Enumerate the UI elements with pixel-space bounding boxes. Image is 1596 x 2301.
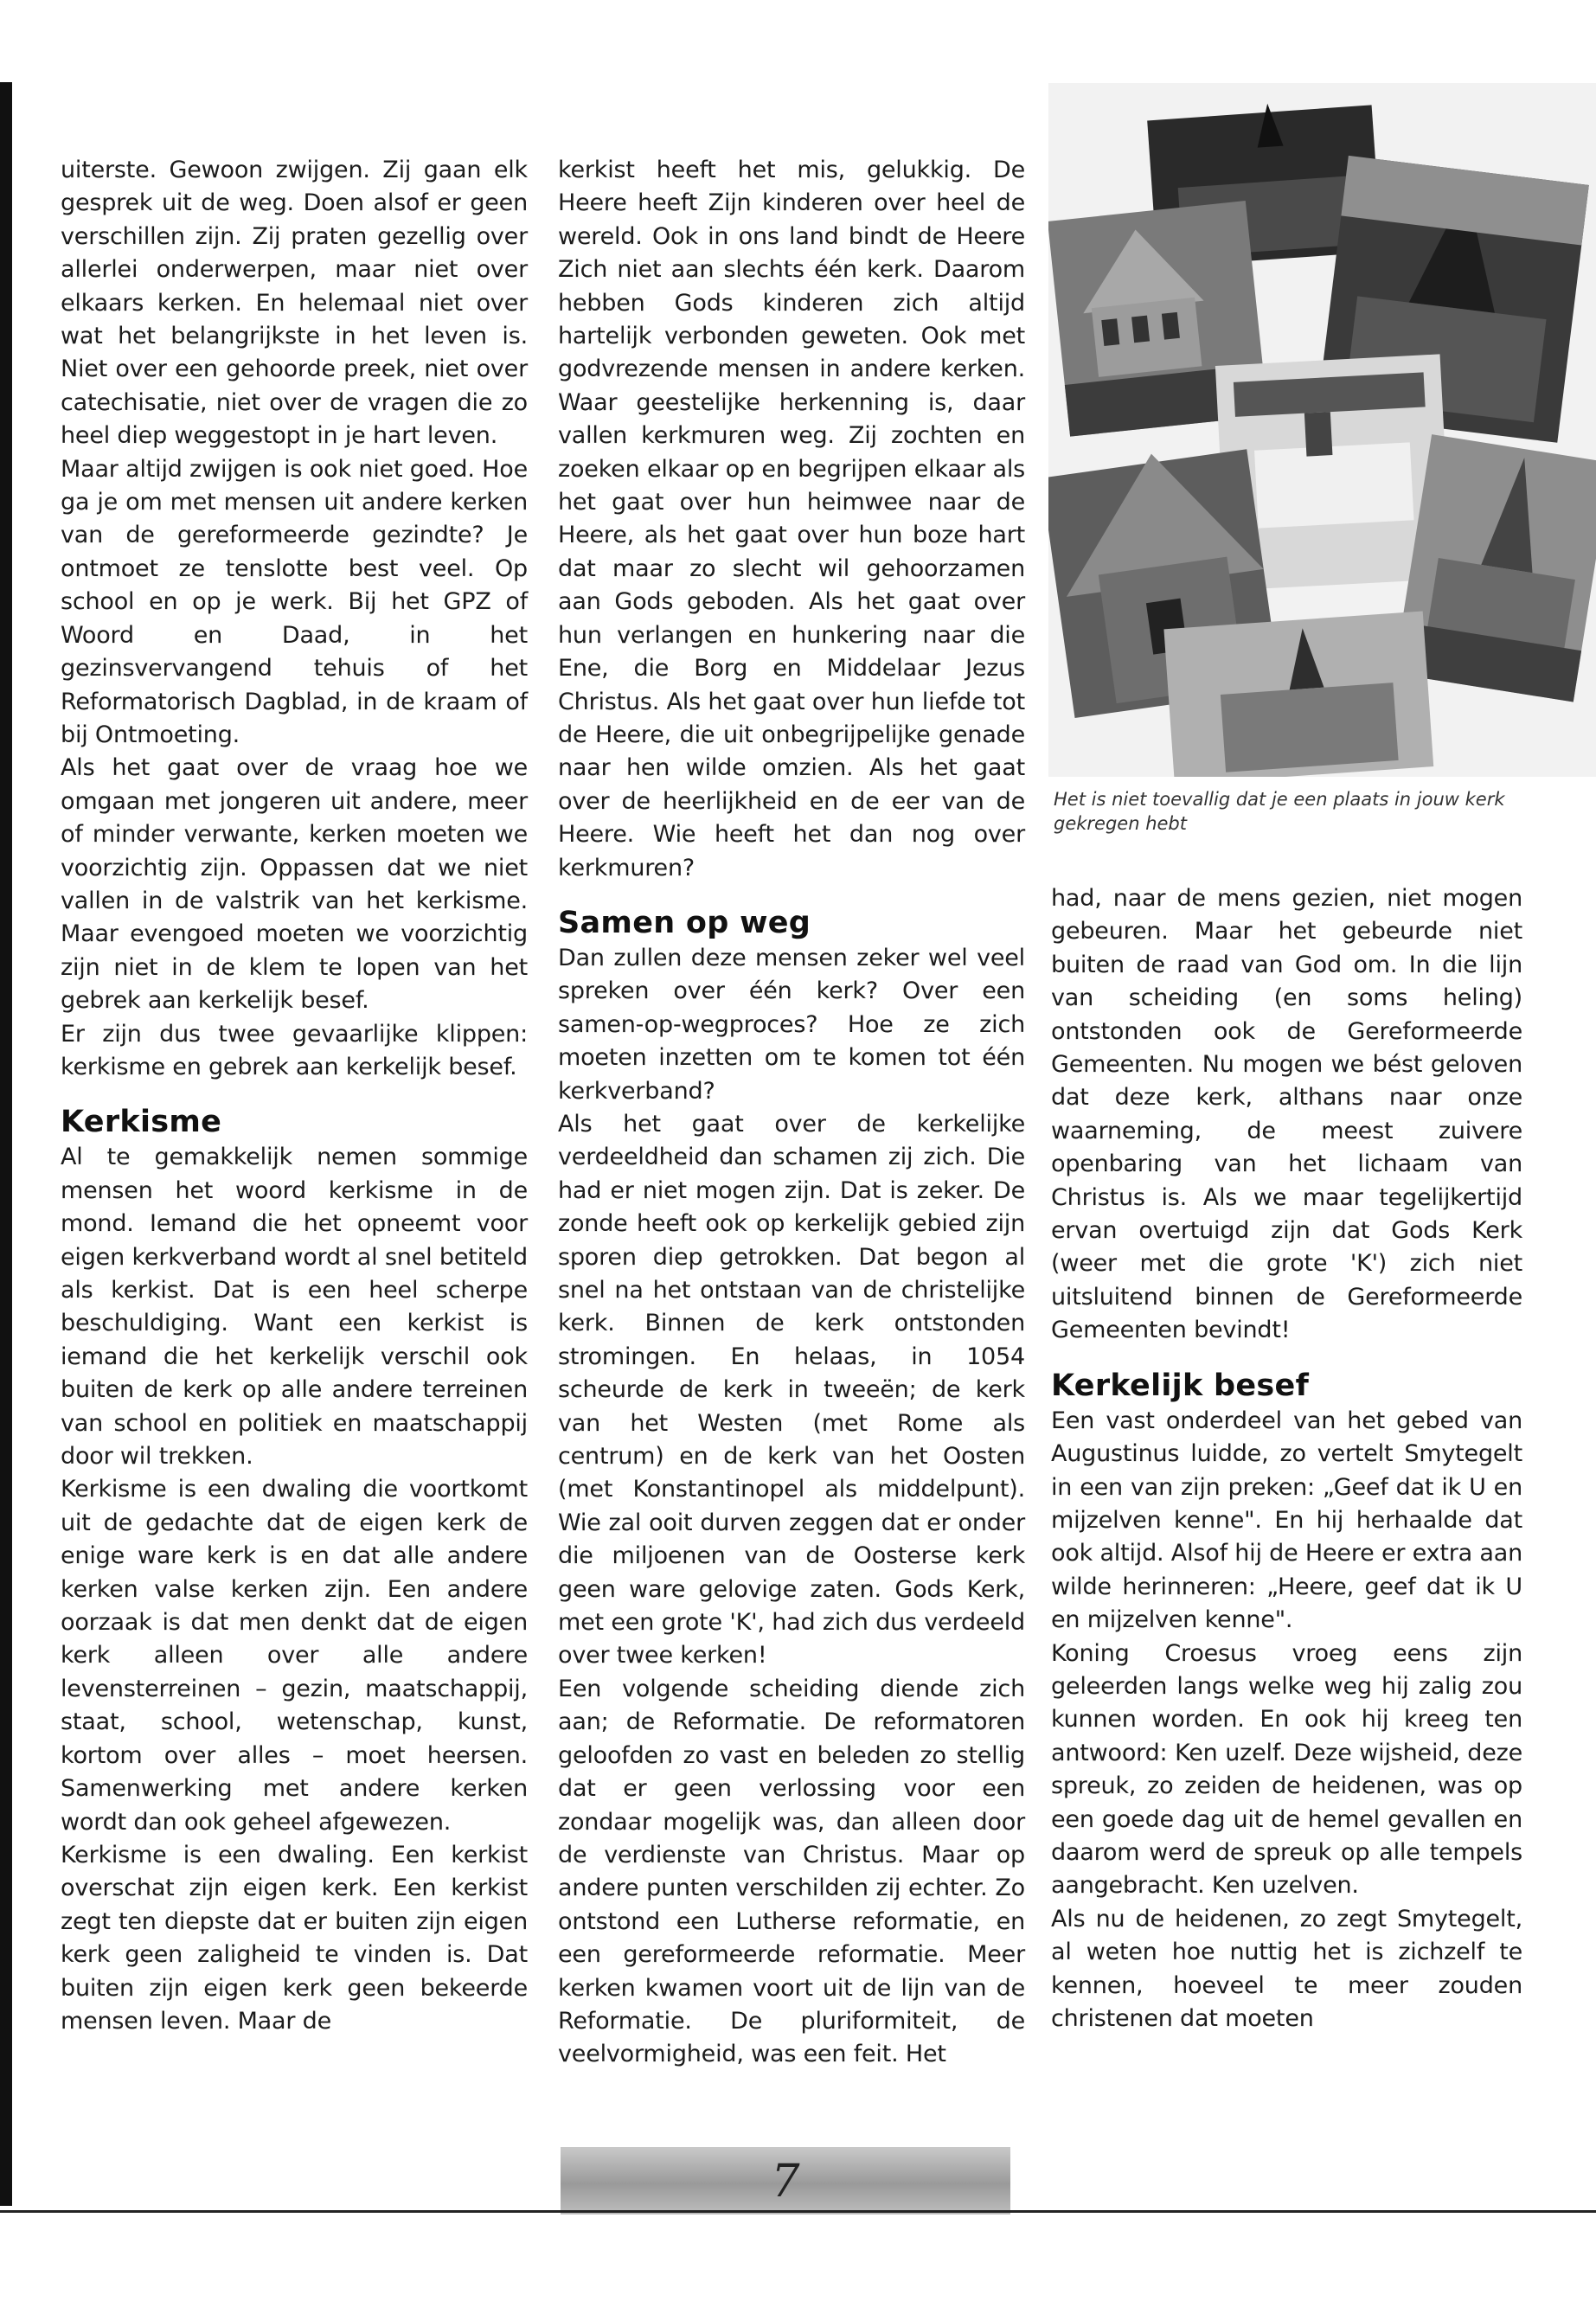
paragraph: Een vast onderdeel van het gebed van Augustinus luidde, zo vertelt Smytegelt in een van zijn preken: „Geef dat ik U en mijzelven kenne". En hij herhaalde dat ook altijd. Alsof hij de Heere er extra aan wilde herinneren: „Heere, geef dat ik U en mijzelven kenne".: [1051, 1407, 1522, 1634]
column-3: [1051, 882, 1522, 2035]
paragraph: Dan zullen deze mensen zeker wel veel spreken over één kerk? Over een samen-op-wegproces? Hoe ze zich moeten inzetten om te komen tot één kerkverband?: [558, 944, 1025, 1105]
footer-page-number-bar: [561, 2147, 1010, 2214]
section-heading-kerkelijk-besef: Kerkelijk besef: [1051, 1368, 1310, 1403]
section-heading-kerkisme: Kerkisme: [61, 1105, 222, 1140]
church-photo-collage: [1048, 83, 1596, 777]
column-1: [61, 154, 528, 2038]
page-number: 7: [771, 2156, 800, 2208]
paragraph: Koning Croesus vroeg eens zijn geleerden langs welke weg hij zalig zou kunnen worden. En ook hij kreeg ten antwoord: Ken uzelf. Deze wijsheid, deze spreuk, zo zeiden de heidenen, was op een goede dag uit de hemel gevallen en daarom werd de spreuk op alle tempels aangebracht. Ken uzelven.: [1051, 1639, 1522, 1900]
paragraph: Maar altijd zwijgen is ook niet goed. Hoe ga je om met mensen uit andere kerken van de gereformeerde gezindte? Je ontmoet ze tenslotte best veel. Op school en op je werk. Bij het GPZ of Woord en Daad, in het gezinsvervangend tehuis of het Reformatorisch Dagblad, in de kraam of bij Ontmoeting.: [61, 455, 528, 748]
paragraph: kerkist heeft het mis, gelukkig. De Heere heeft Zijn kinderen over heel de wereld. Ook in ons land bindt de Heere Zich niet aan slechts één kerk. Daarom hebben Gods kinderen zich altijd hartelijk verbonden geweten. Ook met godvrezende mensen in andere kerken. Waar geestelijke herkenning is, daar vallen kerkmuren weg. Zij zochten en zoeken elkaar op en begrijpen elkaar als het gaat over hun heimwee naar de Heere, als het gaat over hun boze hart dat maar zo slecht wil gehoorzamen aan Gods geboden. Als het gaat over hun verlangen en hunkering naar die Ene, die Borg en Middelaar Jezus Christus. Als het gaat over hun liefde tot de Heere, die uit onbegrijpelijke genade naar hen wilde omzien. Als het gaat over de heerlijkheid en de eer van de Heere. Wie heeft het dan nog over kerkmuren?: [558, 157, 1025, 881]
paragraph: Kerkisme is een dwaling. Een kerkist overschat zijn eigen kerk. Een kerkist zegt ten diepste dat er buiten zijn eigen kerk geen zaligheid te vinden is. Dat buiten zijn eigen kerk geen bekeerde mensen leven. Maar de: [61, 1841, 528, 2035]
bottom-rule: [0, 2210, 1596, 2213]
paragraph: Als nu de heidenen, zo zegt Smytegelt, al weten hoe nuttig het is zichzelf te kennen, hoeveel te meer zouden christenen dat moeten: [1051, 1905, 1522, 2032]
section-heading-samen-op-weg: Samen op weg: [558, 905, 811, 940]
paragraph: uiterste. Gewoon zwijgen. Zij gaan elk gesprek uit de weg. Doen alsof er geen verschillen zijn. Zij praten gezellig over allerlei onderwerpen, maar niet over elkaars kerken. En helemaal niet over wat het belangrijkste in het leven is. Niet over een gehoorde preek, niet over catechisatie, niet over de vragen die zo heel diep weggestopt in je hart leven.: [61, 157, 528, 450]
paragraph: Een volgende scheiding diende zich aan; de Reformatie. De reformatoren geloofden zo vast en beleden zo stellig dat er geen verlossing voor een zondaar mogelijk was, dan alleen door de verdienste van Christus. Maar op andere punten verschilden zij echter. Zo ontstond een Lutherse reformatie, en een gereformeerde reformatie. Meer kerken kwamen voort uit de lijn van de Reformatie. De pluriformiteit, de veelvormigheid, was een feit. Het: [558, 1675, 1025, 2068]
paragraph: Als het gaat over de kerkelijke verdeeldheid dan schamen zij zich. Die had er niet mogen zijn. Dat is zeker. De zonde heeft ook op kerkelijk gebied zijn sporen diep getrokken. Dat begon al snel na het ontstaan van de christelijke kerk. Binnen de kerk ontstonden stromingen. En helaas, in 1054 scheurde de kerk in tweeën; de kerk van het Westen (met Rome als centrum) en de kerk van het Oosten (met Konstantinopel als middelpunt). Wie zal ooit durven zeggen dat er onder die miljoenen van de Oosterse kerk geen ware gelovige zaten. Gods Kerk, met een grote 'K', had zich dus verdeeld over twee kerken!: [558, 1110, 1025, 1670]
collage-illustration: [1048, 83, 1596, 777]
paragraph: Er zijn dus twee gevaarlijke klippen: kerkisme en gebrek aan kerkelijk besef.: [61, 1020, 528, 1080]
paragraph: had, naar de mens gezien, niet mogen gebeuren. Maar het gebeurde niet buiten de raad van God om. In die lijn van scheiding (en soms heling) ontstonden ook de Gereformeerde Gemeenten. Nu mogen we bést geloven dat deze kerk, althans naar onze waarneming, de meest zuivere openbaring van het lichaam van Christus is. Als we maar tegelijkertijd ervan overtuigd zijn dat Gods Kerk (weer met die grote 'K') zich niet uitsluitend binnen de Gereformeerde Gemeenten bevindt!: [1051, 885, 1522, 1344]
page-edge-bar: [0, 82, 12, 2206]
figure-caption: Het is niet toevallig dat je een plaats in jouw kerk gekregen hebt: [1054, 789, 1505, 834]
paragraph: Als het gaat over de vraag hoe we omgaan met jongeren uit andere, meer of minder verwante, kerken moeten we voorzichtig zijn. Oppassen dat we niet vallen in de valstrik van het kerkisme. Maar evengoed moeten we voorzichtig zijn niet in de klem te lopen van het gebrek aan kerkelijk besef.: [61, 754, 528, 1015]
paragraph: Al te gemakkelijk nemen sommige mensen het woord kerkisme in de mond. Iemand die het opneemt voor eigen kerkverband wordt al snel betiteld als kerkist. Dat is een heel scherpe beschuldiging. Want een kerkist is iemand die het kerkelijk verschil ook buiten de kerk op alle andere terreinen van school en politiek en maatschappij door wil trekken.: [61, 1144, 528, 1471]
column-2: [558, 154, 1025, 2072]
paragraph: Kerkisme is een dwaling die voortkomt uit de gedachte dat de eigen kerk de enige ware kerk is en dat alle andere kerken valse kerken zijn. Een andere oorzaak is dat men denkt dat de eigen kerk alleen over alle andere levensterreinen – gezin, maatschappij, staat, school, wetenschap, kunst, kortom over alles – moet heersen. Samenwerking met andere kerken wordt dan ook geheel afgewezen.: [61, 1476, 528, 1836]
